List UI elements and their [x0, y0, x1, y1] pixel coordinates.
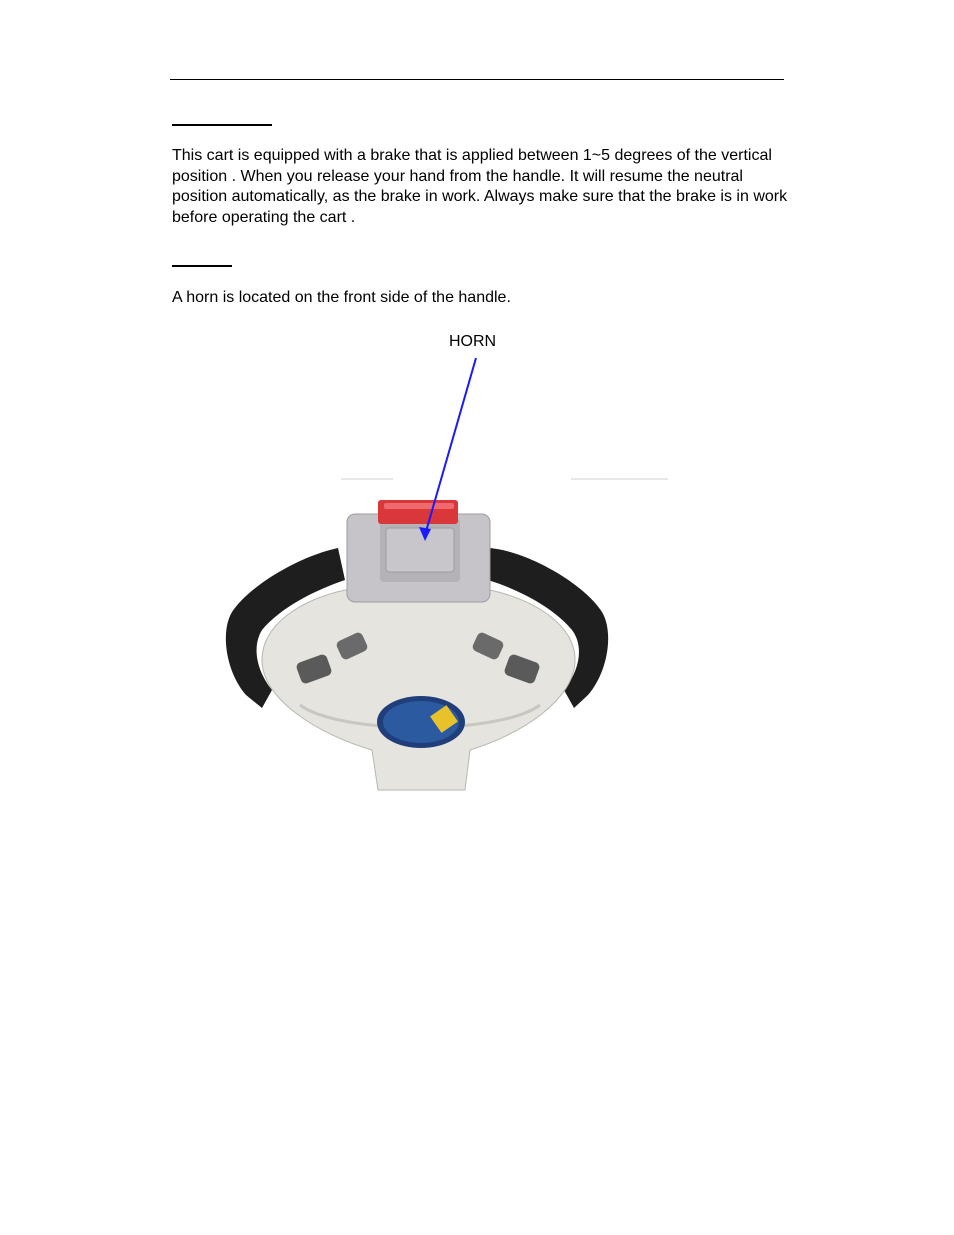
horn-plate: [386, 528, 454, 572]
horn-paragraph: A horn is located on the front side of the handle.: [172, 289, 511, 306]
horn-callout-label: HORN: [449, 333, 497, 350]
brake-paragraph: This cart is equipped with a brake that is applied between 1~5 degrees of the vertical position . When you release your hand from the handle. It will resume the neutral position automatically, as the brake in work. Always make sure that the brake is in work before operating the cart .: [172, 147, 788, 226]
horn-button-highlight: [384, 503, 454, 509]
